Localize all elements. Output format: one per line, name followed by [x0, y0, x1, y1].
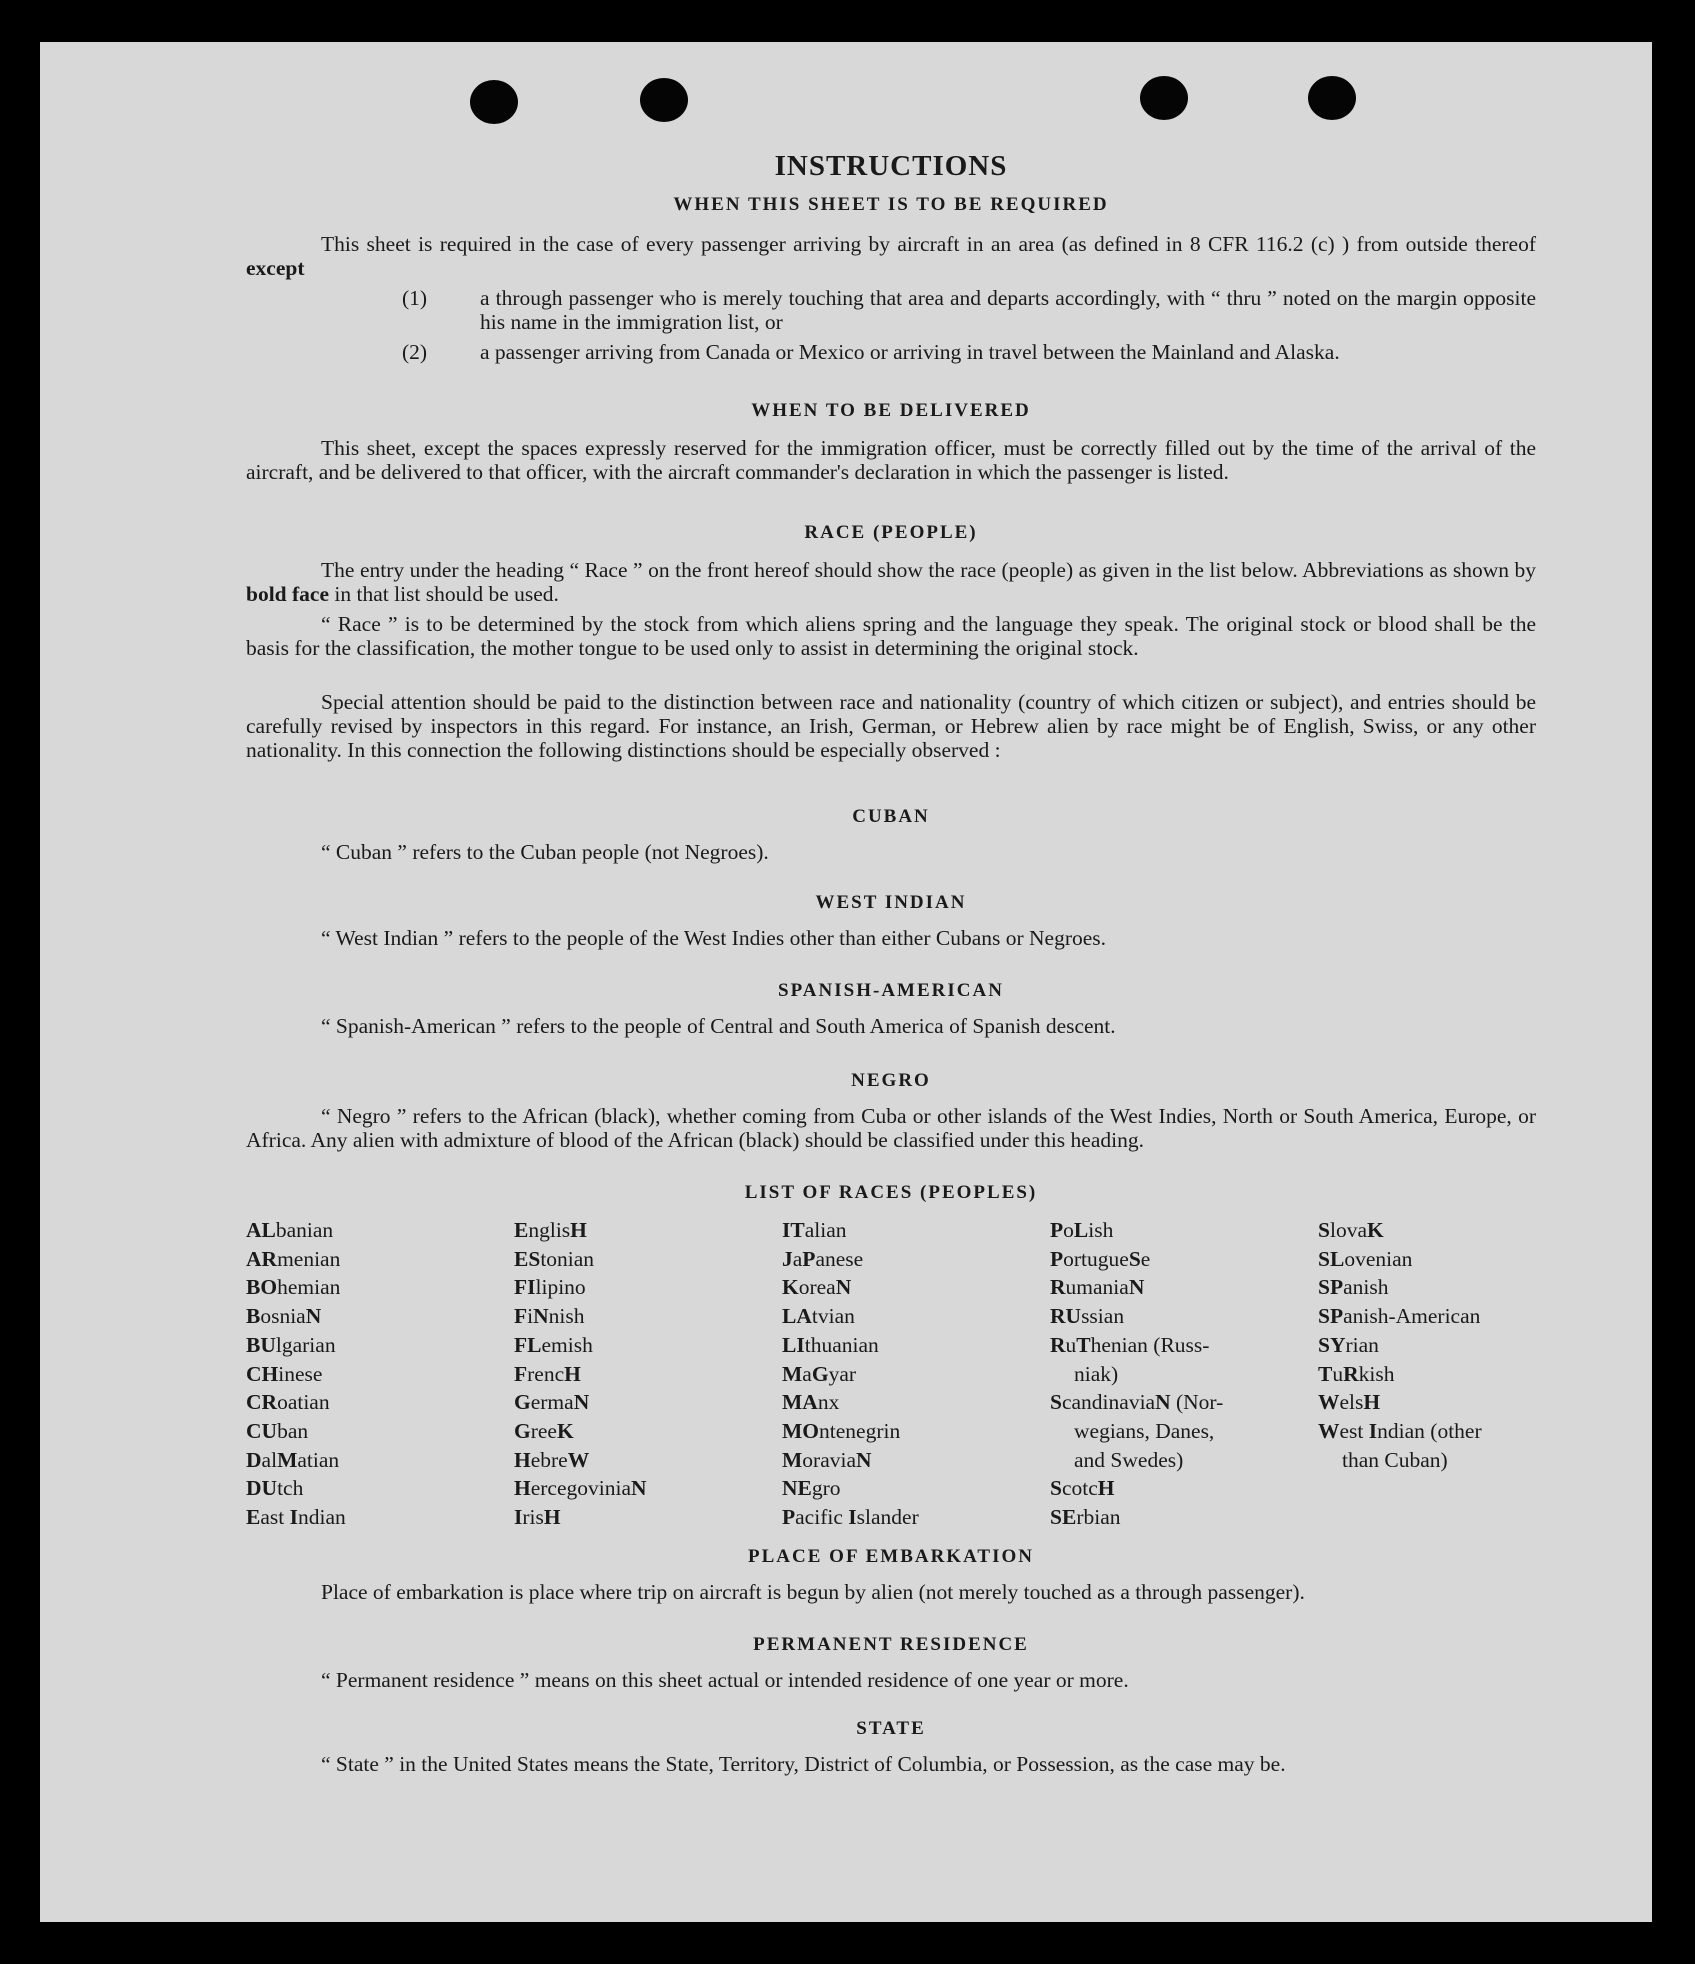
- race-entry: [1318, 1388, 1568, 1417]
- race-entry: [1318, 1245, 1568, 1274]
- race-entry: [782, 1360, 1032, 1389]
- race-text: ovenian: [1344, 1246, 1413, 1271]
- race-abbrev: S: [1050, 1390, 1062, 1415]
- race-entry: [514, 1273, 764, 1302]
- race-entry: [246, 1245, 496, 1274]
- race-abbrev: AL: [246, 1218, 276, 1242]
- race-abbrev: S: [1318, 1218, 1330, 1242]
- race-abbrev: MA: [782, 1390, 818, 1415]
- race-text: o: [1063, 1218, 1074, 1242]
- item-text: a passenger arriving from Canada or Mexico or arriving in travel between the Mainland and Alaska.: [480, 340, 1340, 364]
- spanish-american-text: “ Spanish-American ” refers to the people of Central and South America of Spanish descent.: [321, 1014, 1116, 1038]
- race-abbrev: F: [514, 1304, 528, 1329]
- race-text: henian (Russ-: [1090, 1332, 1210, 1357]
- race-abbrev: D: [246, 1447, 262, 1472]
- race-text: tch: [277, 1476, 304, 1501]
- race-text: ortugue: [1063, 1246, 1129, 1271]
- required-item-2: [402, 340, 1536, 364]
- item-number: (2): [402, 340, 428, 364]
- race-entry: [514, 1302, 764, 1331]
- race-text: emish: [541, 1332, 593, 1357]
- required-item-1: [402, 286, 1536, 334]
- race-text: orea: [798, 1275, 836, 1300]
- race-abbrev: N: [1155, 1390, 1171, 1415]
- race-column: [1318, 1216, 1568, 1474]
- race-text: yar: [828, 1361, 857, 1386]
- race-text: tonian: [540, 1246, 595, 1271]
- race-text: acific: [795, 1505, 849, 1530]
- race-text: menian: [277, 1246, 341, 1271]
- race-abbrev: N: [573, 1390, 590, 1415]
- document-sheet: [40, 42, 1652, 1922]
- race-text: lgarian: [275, 1332, 336, 1357]
- race-entry: [1050, 1360, 1300, 1389]
- race-abbrev: M: [782, 1361, 803, 1386]
- race-abbrev: J: [782, 1246, 793, 1271]
- race-entry: [782, 1474, 1032, 1503]
- race-entry: [1050, 1474, 1300, 1503]
- race-text: al: [261, 1447, 278, 1472]
- race-entry: [514, 1388, 764, 1417]
- race-text: ndian (other: [1377, 1418, 1482, 1443]
- race-entry: [782, 1446, 1032, 1475]
- race-abbrev: SP: [1318, 1275, 1344, 1300]
- embarkation-text: Place of embarkation is place where trip on aircraft is begun by alien (not merely touched as a through passenger).: [321, 1580, 1305, 1604]
- race-abbrev: R: [1050, 1275, 1066, 1300]
- race-text: and Swedes): [1074, 1447, 1184, 1472]
- race-text: renc: [527, 1361, 565, 1386]
- race-entry: [1318, 1302, 1568, 1331]
- race-entry: [782, 1216, 1032, 1245]
- section-heading-residence: PERMANENT RESIDENCE: [753, 1634, 1029, 1655]
- race-abbrev: P: [802, 1246, 816, 1271]
- race-text: rian: [1345, 1332, 1379, 1357]
- race-abbrev: I: [1368, 1418, 1378, 1443]
- race-abbrev: NE: [782, 1476, 812, 1501]
- page-title: INSTRUCTIONS: [774, 150, 1008, 182]
- race-text: alian: [804, 1218, 847, 1242]
- race-abbrev: F: [514, 1361, 528, 1386]
- punch-hole: [640, 78, 688, 122]
- race-text: ish: [1088, 1218, 1114, 1242]
- race-entry: [246, 1474, 496, 1503]
- race-abbrev: W: [567, 1447, 590, 1472]
- race-text: nx: [817, 1390, 840, 1415]
- race-text: els: [1339, 1390, 1364, 1415]
- race-text: anish-American: [1343, 1304, 1481, 1329]
- race-abbrev: N: [835, 1275, 852, 1300]
- race-text: tvian: [811, 1304, 855, 1329]
- race-entry: [782, 1503, 1032, 1532]
- race-abbrev: MO: [782, 1418, 820, 1443]
- race-text: u: [1332, 1361, 1344, 1386]
- race-entry: [246, 1302, 496, 1331]
- race-text: rbian: [1076, 1505, 1121, 1530]
- race-abbrev: K: [782, 1275, 799, 1300]
- race-text: lova: [1329, 1218, 1367, 1242]
- race-abbrev: FL: [514, 1332, 542, 1357]
- race-text: lipino: [535, 1275, 586, 1300]
- race-abbrev: E: [246, 1505, 261, 1530]
- race-abbrev: G: [514, 1390, 531, 1415]
- race-abbrev: IT: [782, 1218, 805, 1242]
- race-entry: [1318, 1417, 1568, 1446]
- race-entry: [514, 1331, 764, 1360]
- race-abbrev: M: [782, 1447, 803, 1472]
- race-abbrev: H: [570, 1218, 587, 1242]
- race-text: atian: [297, 1447, 340, 1472]
- race-abbrev: H: [514, 1447, 531, 1472]
- race-abbrev: R: [1343, 1361, 1359, 1386]
- required-intro-text: This sheet is required in the case of every passenger arriving by aircraft in an area (as defined in 8 CFR 116.2 (c) ) from outside thereof: [321, 232, 1536, 256]
- race-entry: [1050, 1302, 1300, 1331]
- race-text: ast: [260, 1505, 290, 1530]
- negro-text: “ Negro ” refers to the African (black), whether coming from Cuba or other islands of the West Indies, North or South America, Europe, or Africa. Any alien with admixture of blood of the African (black) should be classified under this heading.: [246, 1104, 1536, 1152]
- residence-text: “ Permanent residence ” means on this sheet actual or intended residence of one year or more.: [321, 1668, 1129, 1692]
- race-abbrev: ES: [514, 1246, 541, 1271]
- race-abbrev: AR: [246, 1246, 278, 1271]
- race-entry: [246, 1216, 496, 1245]
- race-abbrev: SE: [1050, 1505, 1077, 1530]
- section-heading-required: WHEN THIS SHEET IS TO BE REQUIRED: [673, 194, 1109, 215]
- race-text: a: [802, 1361, 812, 1386]
- race-abbrev: H: [514, 1476, 531, 1501]
- race-text: oatian: [277, 1390, 330, 1415]
- race-abbrev: BU: [246, 1332, 276, 1357]
- race-entry: [782, 1273, 1032, 1302]
- race-entry: [782, 1302, 1032, 1331]
- race-text: ebre: [530, 1447, 568, 1472]
- race-abbrev: B: [246, 1304, 261, 1329]
- race-entry: [514, 1474, 764, 1503]
- race-text: umania: [1065, 1275, 1129, 1300]
- race-text: niak): [1074, 1361, 1119, 1386]
- race-text: ban: [277, 1418, 309, 1443]
- race-abbrev: SP: [1318, 1304, 1344, 1329]
- race-text: nglis: [528, 1218, 571, 1242]
- section-heading-embarkation: PLACE OF EMBARKATION: [748, 1546, 1034, 1567]
- cuban-text: “ Cuban ” refers to the Cuban people (not Negroes).: [321, 840, 769, 864]
- race-entry: [246, 1503, 496, 1532]
- section-heading-list-of-races: LIST OF RACES (PEOPLES): [744, 1182, 1038, 1203]
- race-abbrev: CH: [246, 1361, 279, 1386]
- race-abbrev: P: [782, 1505, 796, 1530]
- race-text: inese: [278, 1361, 323, 1386]
- race-abbrev: I: [514, 1505, 523, 1530]
- race-abbrev: SL: [1318, 1246, 1345, 1271]
- race-text: candinavia: [1061, 1390, 1156, 1415]
- race-abbrev: H: [1363, 1390, 1381, 1415]
- race-p1-bold: bold face: [246, 582, 330, 606]
- race-text: anese: [815, 1246, 864, 1271]
- race-entry: [1050, 1388, 1300, 1417]
- race-column: [514, 1216, 764, 1532]
- race-entry: [514, 1417, 764, 1446]
- section-heading-cuban: CUBAN: [852, 806, 930, 827]
- race-text: a: [792, 1246, 803, 1271]
- race-entry: [1318, 1446, 1568, 1475]
- race-abbrev: T: [1318, 1361, 1333, 1386]
- race-text: e: [1140, 1246, 1151, 1271]
- race-abbrev: G: [811, 1361, 829, 1386]
- race-entry: [1050, 1331, 1300, 1360]
- race-text: ercegovinia: [530, 1476, 632, 1501]
- race-abbrev: K: [1367, 1218, 1384, 1242]
- race-entry: [514, 1503, 764, 1532]
- delivered-text: This sheet, except the spaces expressly reserved for the immigration officer, must be correctly filled out by the time of the arrival of the aircraft, and be delivered to that officer, with the aircraft commander's declaration in which the passenger is listed.: [246, 436, 1536, 484]
- race-abbrev: RU: [1050, 1304, 1082, 1329]
- race-text: cotc: [1061, 1476, 1098, 1501]
- punch-hole: [1140, 76, 1188, 120]
- race-abbrev: LI: [782, 1332, 805, 1357]
- race-abbrev: H: [1097, 1476, 1115, 1501]
- race-paragraph-1: [246, 558, 1536, 606]
- item-number: (1): [402, 286, 428, 310]
- race-entry: [514, 1216, 764, 1245]
- race-abbrev: G: [514, 1418, 531, 1443]
- punch-hole: [1308, 76, 1356, 120]
- race-abbrev: FI: [514, 1275, 536, 1300]
- race-text: ree: [530, 1418, 557, 1443]
- race-text: erma: [530, 1390, 574, 1415]
- race-entry: [514, 1245, 764, 1274]
- punch-hole: [470, 80, 518, 124]
- section-heading-west-indian: WEST INDIAN: [815, 892, 967, 913]
- race-entry: [782, 1388, 1032, 1417]
- race-abbrev: M: [277, 1447, 298, 1472]
- race-abbrev: N: [631, 1476, 647, 1501]
- race-abbrev: I: [848, 1505, 857, 1530]
- race-entry: [246, 1417, 496, 1446]
- race-text: hemian: [277, 1275, 341, 1300]
- west-indian-text: “ West Indian ” refers to the people of the West Indies other than either Cubans or Negroes.: [321, 926, 1107, 950]
- race-text: wegians, Danes,: [1074, 1418, 1215, 1443]
- race-abbrev: E: [514, 1218, 529, 1242]
- race-text: slander: [856, 1505, 919, 1530]
- race-text: gro: [811, 1476, 841, 1501]
- race-text: oravia: [802, 1447, 857, 1472]
- race-text: i: [527, 1304, 534, 1329]
- race-entry: [1318, 1216, 1568, 1245]
- race-entry: [246, 1388, 496, 1417]
- required-intro: [246, 232, 1536, 280]
- race-entry: [782, 1245, 1032, 1274]
- race-column: [246, 1216, 496, 1532]
- race-abbrev: LA: [782, 1304, 812, 1329]
- section-heading-race: RACE (PEOPLE): [804, 522, 978, 543]
- section-heading-negro: NEGRO: [851, 1070, 931, 1091]
- race-entry: [782, 1331, 1032, 1360]
- race-abbrev: W: [1318, 1418, 1340, 1443]
- section-heading-spanish-american: SPANISH-AMERICAN: [778, 980, 1004, 1001]
- race-entry: [1050, 1503, 1300, 1532]
- race-entry: [246, 1446, 496, 1475]
- race-abbrev: R: [1050, 1332, 1066, 1357]
- race-text: nish: [548, 1304, 585, 1329]
- race-text: osnia: [260, 1304, 306, 1329]
- race-abbrev: S: [1050, 1476, 1062, 1501]
- race-abbrev: H: [564, 1361, 581, 1386]
- race-abbrev: L: [1073, 1218, 1089, 1242]
- race-abbrev: CU: [246, 1418, 278, 1443]
- race-text: est: [1339, 1418, 1369, 1443]
- race-abbrev: DU: [246, 1476, 278, 1501]
- race-abbrev: I: [289, 1505, 298, 1530]
- race-entry: [246, 1273, 496, 1302]
- race-abbrev: N: [305, 1304, 322, 1329]
- race-abbrev: CR: [246, 1390, 278, 1415]
- race-abbrev: T: [1076, 1332, 1091, 1357]
- race-entry: [1050, 1273, 1300, 1302]
- race-entry: [1318, 1331, 1568, 1360]
- race-abbrev: W: [1318, 1390, 1340, 1415]
- race-p1-text-end: in that list should be used.: [334, 582, 559, 606]
- race-entry: [782, 1417, 1032, 1446]
- section-heading-state: STATE: [856, 1718, 926, 1739]
- race-paragraph-2: “ Race ” is to be determined by the stock from which aliens spring and the language they speak. The original stock or blood shall be the basis for the classification, the mother tongue to be used only to assist in determining the original stock.: [246, 612, 1536, 660]
- race-entry: [1050, 1446, 1300, 1475]
- section-heading-delivered: WHEN TO BE DELIVERED: [751, 400, 1031, 421]
- race-text: ris: [522, 1505, 544, 1530]
- race-abbrev: S: [1128, 1246, 1141, 1271]
- required-intro-except: except: [246, 256, 305, 280]
- race-text: ndian: [297, 1505, 346, 1530]
- race-entry: [246, 1331, 496, 1360]
- race-entry: [1318, 1273, 1568, 1302]
- race-abbrev: H: [543, 1505, 561, 1530]
- race-abbrev: SY: [1318, 1332, 1346, 1357]
- race-entry: [1050, 1417, 1300, 1446]
- race-abbrev: BO: [246, 1275, 278, 1300]
- race-entry: [514, 1360, 764, 1389]
- item-text: a through passenger who is merely touching that area and departs accordingly, with “ thru ” noted on the margin opposite his name in the immigration list, or: [480, 286, 1536, 334]
- race-abbrev: N: [856, 1447, 872, 1472]
- race-abbrev: P: [1050, 1246, 1064, 1271]
- race-text: anish: [1343, 1275, 1389, 1300]
- race-entry: [514, 1446, 764, 1475]
- race-entry: [1050, 1216, 1300, 1245]
- race-text: kish: [1358, 1361, 1395, 1386]
- race-entry: [1318, 1360, 1568, 1389]
- race-text: (Nor-: [1170, 1390, 1224, 1415]
- race-paragraph-3: Special attention should be paid to the distinction between race and nationality (country of which citizen or subject), and entries should be carefully revised by inspectors in this regard. For instance, an Irish, German, or Hebrew alien by race might be of English, Swiss, or any other nationality. In this connection the following distinctions should be especially observed :: [246, 690, 1536, 762]
- race-entry: [1050, 1245, 1300, 1274]
- race-abbrev: K: [556, 1418, 574, 1443]
- race-text: u: [1065, 1332, 1077, 1357]
- race-abbrev: P: [1050, 1218, 1064, 1242]
- state-text: “ State ” in the United States means the State, Territory, District of Columbia, or Possession, as the case may be.: [321, 1752, 1286, 1776]
- race-text: ssian: [1081, 1304, 1125, 1329]
- race-text: thuanian: [804, 1332, 879, 1357]
- race-column: [1050, 1216, 1300, 1532]
- race-text: than Cuban): [1342, 1447, 1448, 1472]
- race-p1-text: The entry under the heading “ Race ” on the front hereof should show the race (people) as given in the list below. Abbreviations as shown by: [321, 558, 1536, 582]
- race-abbrev: N: [1128, 1275, 1145, 1300]
- race-text: banian: [275, 1218, 334, 1242]
- race-column: [782, 1216, 1032, 1532]
- race-abbrev: N: [533, 1304, 549, 1329]
- race-text: ntenegrin: [819, 1418, 901, 1443]
- race-entry: [246, 1360, 496, 1389]
